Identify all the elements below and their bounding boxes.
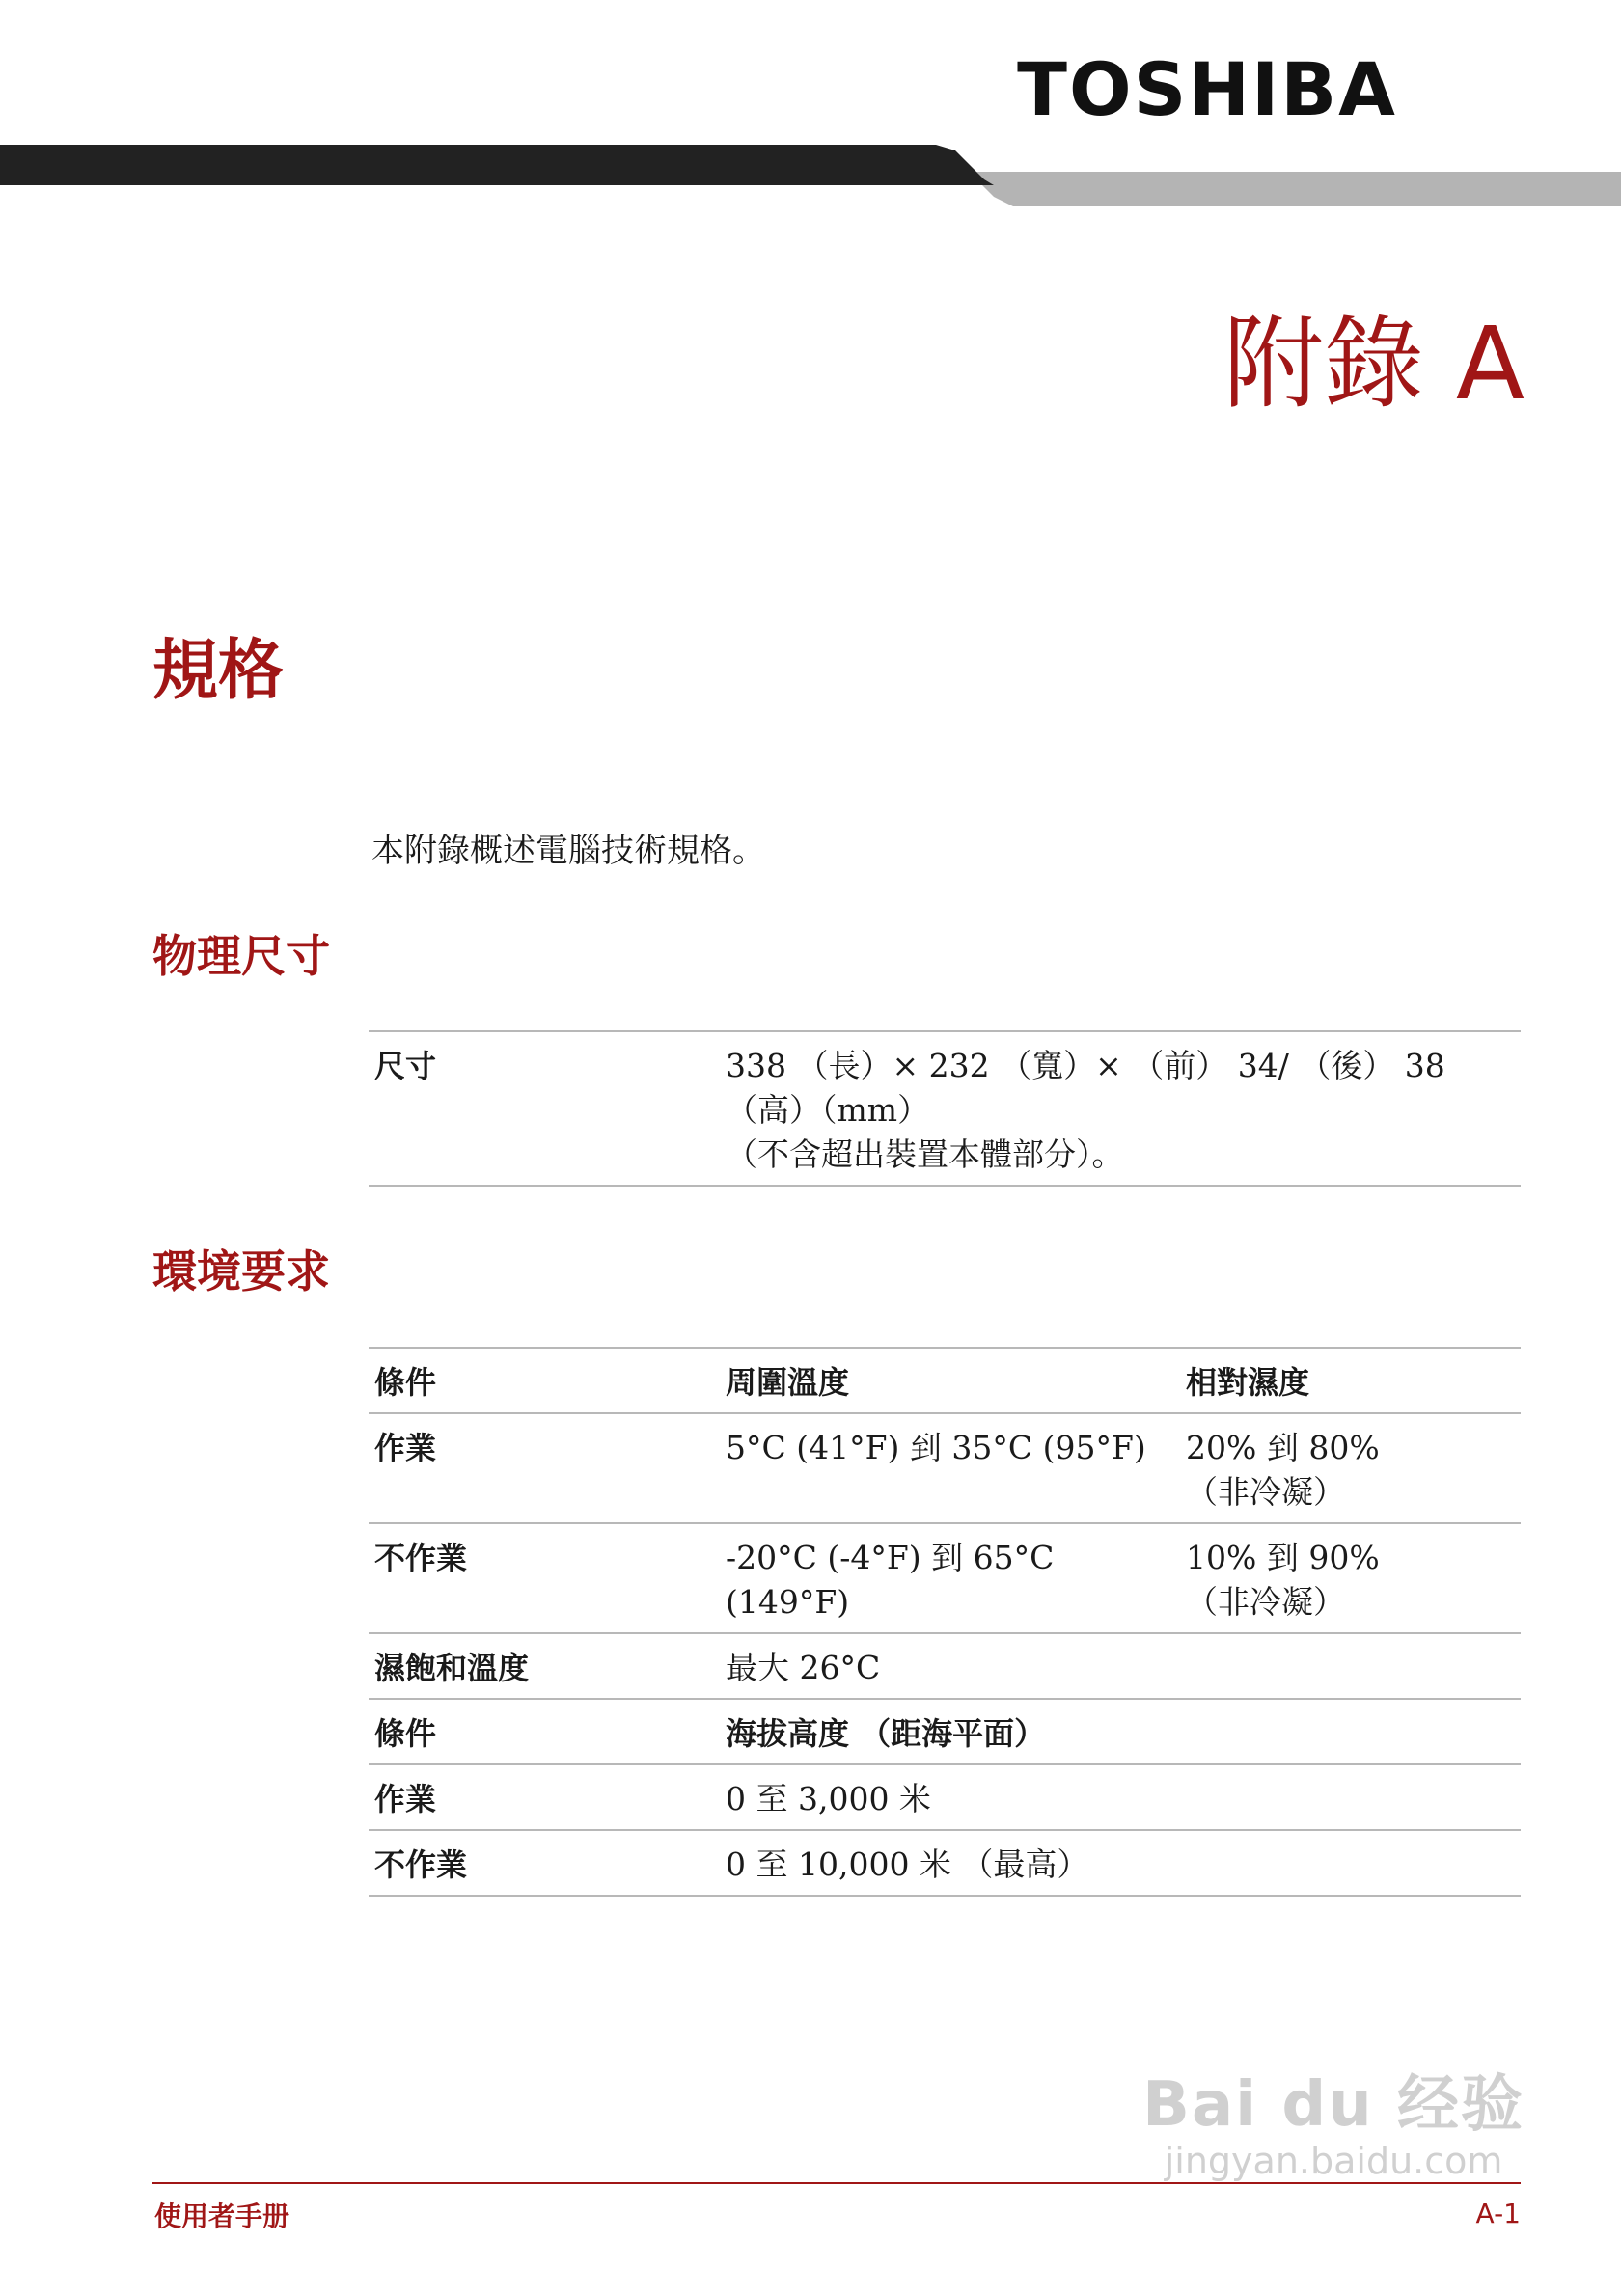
watermark-url: jingyan.baidu.com	[1164, 2140, 1503, 2182]
footer-manual-title: 使用者手册	[154, 2200, 290, 2232]
altitude-cell: 0 至 10,000 米 （最高）	[726, 1845, 1089, 1883]
baidu-watermark	[1142, 2055, 1525, 2182]
header-condition: 條件	[374, 1364, 437, 1401]
table-row	[369, 1764, 1521, 1830]
dimension-value	[720, 1031, 1521, 1186]
header-humidity: 相對濕度	[1186, 1364, 1310, 1401]
footer-divider	[152, 2182, 1521, 2184]
header-altitude: 海拔高度 （距海平面）	[726, 1715, 1046, 1752]
temp-cell: -20°C (-4°F) 到 65°C (149°F)	[726, 1539, 1055, 1621]
condition-cell: 作業	[374, 1781, 437, 1818]
table-header-row	[369, 1348, 1521, 1413]
intro-text: 本附錄概述電腦技術規格。	[371, 832, 765, 870]
humidity-range: 20% 到 80%	[1186, 1429, 1380, 1466]
header-banner	[0, 135, 1621, 212]
condition-cell: 作業	[374, 1430, 437, 1466]
dimension-line: （高）（mm）	[726, 1091, 930, 1129]
table-row	[369, 1633, 1521, 1699]
header-condition: 條件	[374, 1715, 437, 1752]
table-row	[369, 1031, 1521, 1186]
dimension-line: 338 （長）× 232 （寬）× （前） 34/ （後） 38	[726, 1047, 1445, 1084]
physical-heading: 物理尺寸	[152, 930, 330, 982]
condition-cell: 不作業	[374, 1540, 468, 1576]
physical-table	[369, 1030, 1521, 1187]
toshiba-logo: TOSHIBA	[1017, 46, 1397, 132]
humidity-note: （非冷凝）	[1186, 1583, 1345, 1621]
dimension-line: （不含超出裝置本體部分）。	[726, 1135, 1124, 1173]
header-ambient-temp: 周圍溫度	[726, 1364, 850, 1401]
altitude-cell: 0 至 3,000 米	[726, 1780, 931, 1818]
humidity-cell	[1180, 1413, 1521, 1523]
section-title: 規格	[152, 633, 285, 709]
banner-gray-band	[975, 172, 1621, 206]
appendix-title: 附錄 A	[1223, 305, 1525, 423]
environment-heading: 環境要求	[152, 1245, 330, 1298]
wet-bulb-label: 濕飽和溫度	[374, 1650, 530, 1686]
humidity-note: （非冷凝）	[1186, 1473, 1345, 1511]
watermark-main: Bai du 经验	[1142, 2069, 1525, 2141]
environment-table	[369, 1347, 1521, 1897]
wet-bulb-value: 最大 26°C	[726, 1649, 881, 1686]
humidity-cell	[1180, 1523, 1521, 1633]
table-row	[369, 1413, 1521, 1523]
dimension-label: 尺寸	[374, 1048, 437, 1084]
table-row	[369, 1830, 1521, 1896]
humidity-range: 10% 到 90%	[1186, 1539, 1380, 1576]
banner-dark-band	[0, 145, 994, 185]
page-number: A-1	[1475, 2198, 1521, 2229]
table-row	[369, 1523, 1521, 1633]
temp-cell: 5°C (41°F) 到 35°C (95°F)	[726, 1429, 1146, 1466]
condition-cell: 不作業	[374, 1846, 468, 1883]
table-header-row	[369, 1699, 1521, 1764]
